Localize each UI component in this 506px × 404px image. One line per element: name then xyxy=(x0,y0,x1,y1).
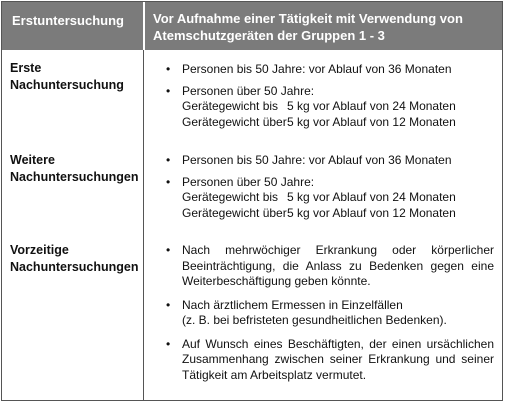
bullet-icon: • xyxy=(166,336,171,351)
list-item xyxy=(162,153,494,169)
list-item xyxy=(162,62,494,78)
weight-label: Gerätegewicht bis xyxy=(182,190,279,204)
row-content-vorzeitige xyxy=(162,243,494,389)
bullet-icon: • xyxy=(166,83,171,98)
item-title: Personen über 50 Jahre: xyxy=(182,83,315,98)
weight-label: Gerätegewicht bis xyxy=(182,99,279,113)
item-text: Nach ärztlichem Ermessen in Einzelfällen xyxy=(182,297,403,312)
bullet-icon: • xyxy=(166,174,171,189)
row-label-line: Nachuntersuchungen xyxy=(10,260,139,274)
row-label-erste-nachuntersuchung xyxy=(10,60,140,94)
column-divider xyxy=(143,50,144,400)
header-erstuntersuchung: Erstuntersuchung xyxy=(12,13,124,28)
table-header xyxy=(2,2,502,50)
item-weight-line xyxy=(182,99,494,115)
row-label-line: Vorzeitige xyxy=(10,243,69,257)
item-title: Personen über 50 Jahre: xyxy=(182,174,315,189)
list-item xyxy=(162,298,494,329)
item-text: Personen bis 50 Jahre: vor Ablauf von 36 Monaten xyxy=(182,153,452,167)
list-item xyxy=(162,337,494,384)
weight-value: 5 kg vor Ablauf von 12 Monaten xyxy=(287,114,456,129)
examination-table xyxy=(1,1,503,401)
list-item xyxy=(162,175,494,222)
item-text: Nach mehrwöchiger Erkrankung oder körperlicher Beeinträchtigung, die Anlass zu Bedenken gegen eine Weiterbeschäftigung geben könnte. xyxy=(182,243,494,288)
bullet-icon: • xyxy=(166,243,171,257)
row-label-line: Nachuntersuchungen xyxy=(10,170,139,184)
weight-value: 5 kg vor Ablauf von 12 Monaten xyxy=(287,205,456,220)
weight-label: Gerätegewicht über xyxy=(182,205,287,220)
item-text: (z. B. bei befristeten gesundheitlichen Bedenken). xyxy=(182,313,447,327)
row-label-weitere-nachuntersuchungen xyxy=(10,152,140,186)
item-text: Personen bis 50 Jahre: vor Ablauf von 36 Monaten xyxy=(182,62,452,76)
row-label-line: Erste xyxy=(10,61,42,75)
row-label-line: Weitere xyxy=(10,153,55,167)
row-content-erste xyxy=(162,62,494,136)
item-text: Auf Wunsch eines Beschäftigten, der einen ursächlichen Zusammenhang zwischen seiner Erkrankung und seiner Tätigkeit am Arbeitsplatz vermutet. xyxy=(182,336,494,382)
weight-value: 5 kg vor Ablauf von 24 Monaten xyxy=(287,190,456,204)
list-item xyxy=(162,84,494,131)
row-label-vorzeitige-nachuntersuchungen xyxy=(10,242,140,276)
weight-label: Gerätegewicht über xyxy=(182,114,287,129)
item-weight-line xyxy=(182,206,494,222)
item-weight-line xyxy=(182,115,494,131)
bullet-icon: • xyxy=(166,62,171,76)
row-label-line: Nachuntersuchung xyxy=(10,78,124,92)
item-weight-line xyxy=(182,190,494,206)
weight-value: 5 kg vor Ablauf von 24 Monaten xyxy=(287,99,456,113)
bullet-icon: • xyxy=(166,153,171,167)
row-content-weitere xyxy=(162,153,494,227)
list-item xyxy=(162,243,494,290)
bullet-icon: • xyxy=(166,297,171,312)
header-description: Vor Aufnahme einer Tätigkeit mit Verwendung von Atemschutzgeräten der Gruppen 1 - 3 xyxy=(153,11,463,43)
